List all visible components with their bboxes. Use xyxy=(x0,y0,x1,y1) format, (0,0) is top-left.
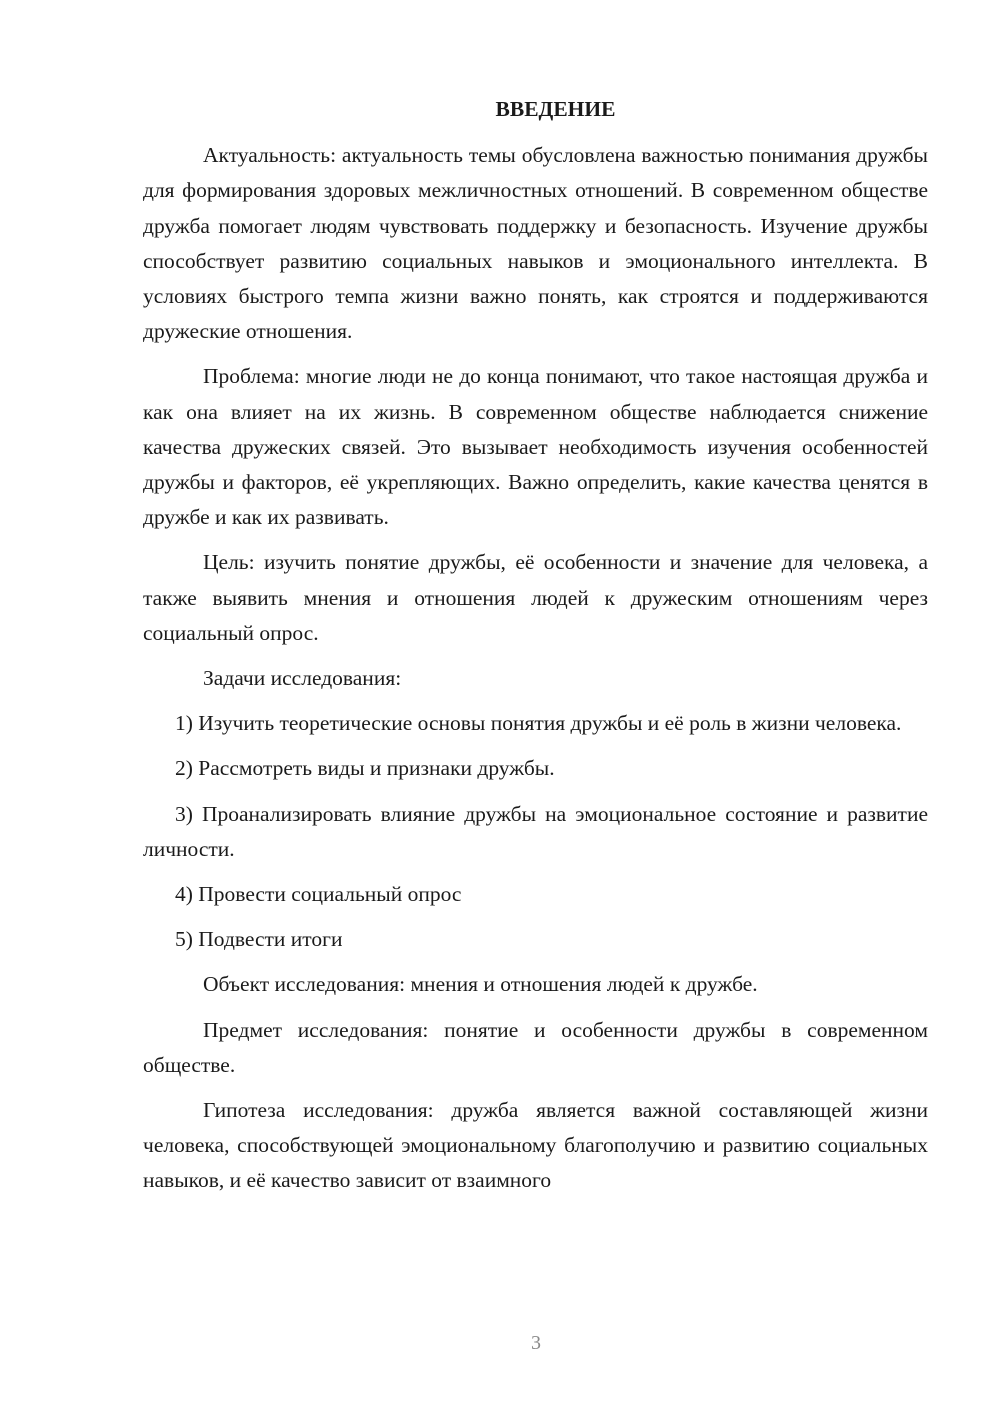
task-item-1: 1) Изучить теоретические основы понятия дружбы и её роль в жизни человека. xyxy=(175,711,902,736)
object-paragraph: Объект исследования: мнения и отношения людей к дружбе. xyxy=(203,972,758,997)
tasks-list xyxy=(143,706,928,957)
page-number: 3 xyxy=(531,1332,541,1354)
document-heading: ВВЕДЕНИЕ xyxy=(495,97,616,121)
task-item-2: 2) Рассмотреть виды и признаки дружбы. xyxy=(175,756,555,781)
hypothesis-paragraph: Гипотеза исследования: дружба является важной составляющей жизни человека, способствующей эмоциональному благополучию и развитию социальных навыков, и её качество зависит от взаимного xyxy=(143,1098,928,1193)
tasks-title: Задачи исследования: xyxy=(203,666,402,691)
subject-paragraph: Предмет исследования: понятие и особенности дружбы в современном обществе. xyxy=(143,1017,928,1077)
task-item-4: 4) Провести социальный опрос xyxy=(175,882,462,907)
relevance-paragraph: Актуальность: актуальность темы обусловлена важностью понимания дружбы для формирования здоровых межличностных отношений. В современном обществе дружба помогает людям чувствовать поддержку и безопасность. Изучение дружбы способствует развитию социальных навыков и эмоционального интеллекта. В условиях быстрого темпа жизни важно понять, как строятся и поддерживаются дружеские отношения. xyxy=(143,143,928,344)
document-page xyxy=(143,92,928,1209)
task-item-3: 3) Проанализировать влияние дружбы на эмоциональное состояние и развитие личности. xyxy=(143,801,928,861)
goal-paragraph: Цель: изучить понятие дружбы, её особенности и значение для человека, а также выявить мнения и отношения людей к дружеским отношениям через социальный опрос. xyxy=(143,550,928,645)
task-item-5: 5) Подвести итоги xyxy=(175,927,343,952)
problem-paragraph: Проблема: многие люди не до конца понимают, что такое настоящая дружба и как она влияет на их жизнь. В современном обществе наблюдается снижение качества дружеских связей. Это вызывает необходимость изучения особенностей дружбы и факторов, её укрепляющих. Важно определить, какие качества ценятся в дружбе и как их развивать. xyxy=(143,364,928,530)
